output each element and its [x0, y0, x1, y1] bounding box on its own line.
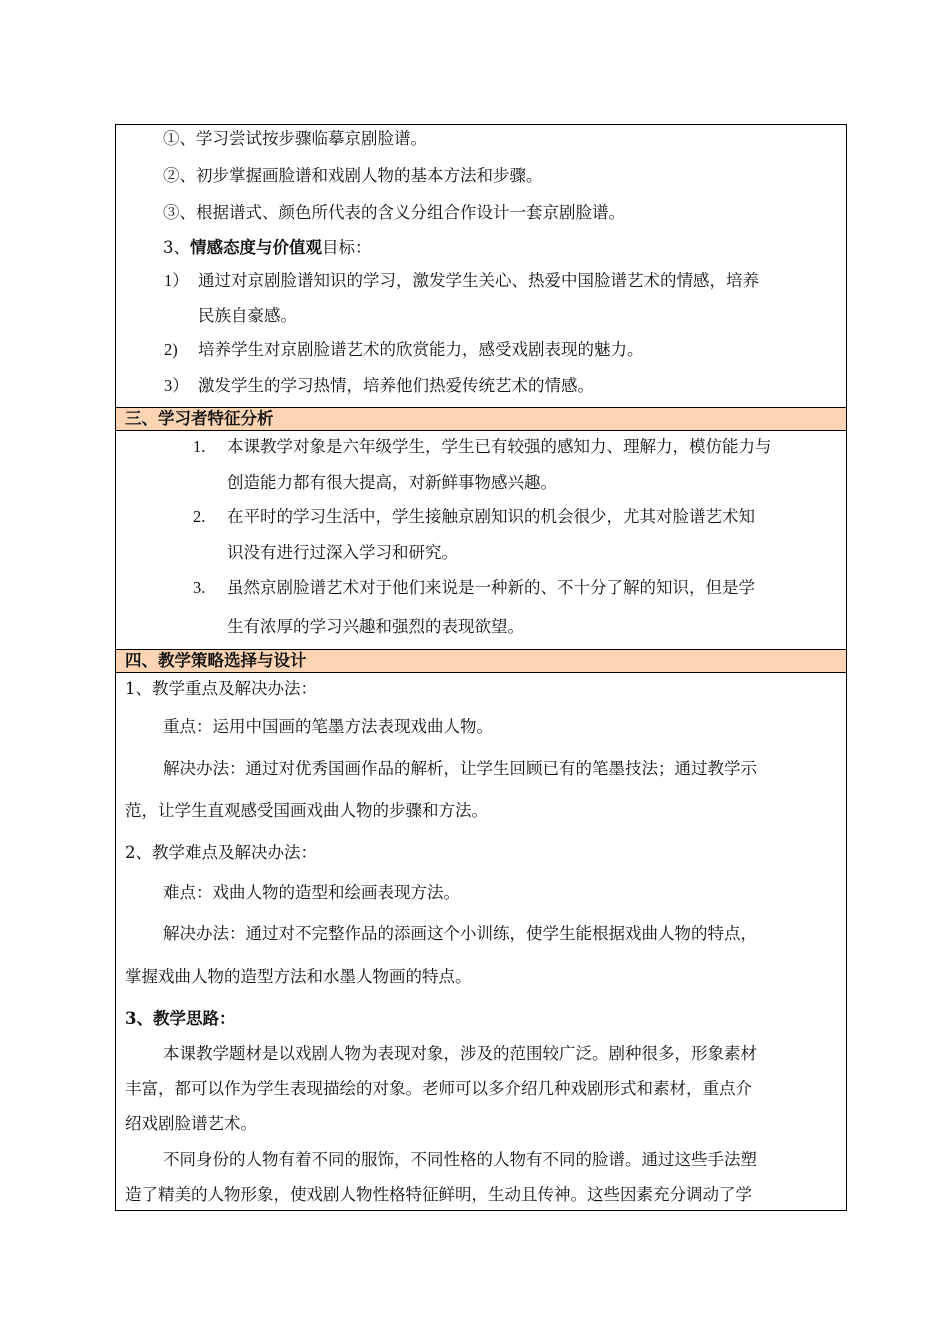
difficulty-solution-line-2: 掌握戏曲人物的造型方法和水墨人物画的特点。 [125, 967, 472, 986]
skill-item-1: ①、学习尝试按步骤临摹京剧脸谱。 [163, 129, 427, 148]
learner-item-2-line-2: 识没有进行过深入学习和研究。 [227, 543, 458, 562]
learner-marker-3: 3. [193, 578, 206, 597]
emotion-item-3: 激发学生的学习热情，培养他们热爱传统艺术的情感。 [198, 376, 594, 395]
emotion-heading: 3、情感态度与价值观目标： [163, 238, 372, 257]
key-solution-line-1: 解决办法：通过对优秀国画作品的解析，让学生回顾已有的笔墨技法；通过教学示 [163, 759, 757, 778]
key-point-text: 重点：运用中国画的笔墨方法表现戏曲人物。 [163, 717, 493, 736]
key-point-title: 1、教学重点及解决办法： [125, 679, 317, 698]
learner-marker-1: 1. [193, 437, 206, 456]
emotion-item-1-line-2: 民族自豪感。 [198, 306, 297, 325]
learner-item-3-line-1: 虽然京剧脸谱艺术对于他们来说是一种新的、不十分了解的知识，但是学 [227, 578, 755, 597]
section3-heading: 三、学习者特征分析 [125, 409, 274, 428]
idea-para1-line-1: 本课教学题材是以戏剧人物为表现对象，涉及的范围较广泛。剧种很多，形象素材 [163, 1044, 757, 1063]
idea-para2-line-2: 造了精美的人物形象，使戏剧人物性格特征鲜明，生动且传神。这些因素充分调动了学 [125, 1185, 752, 1204]
difficulty-title: 2、教学难点及解决办法： [125, 843, 317, 862]
learner-item-1-line-2: 创造能力都有很大提高，对新鲜事物感兴趣。 [227, 473, 557, 492]
section4-heading: 四、教学策略选择与设计 [125, 651, 307, 670]
learner-item-1-line-1: 本课教学对象是六年级学生，学生已有较强的感知力、理解力，模仿能力与 [227, 437, 772, 456]
document-table [115, 124, 847, 1211]
idea-para1-line-2: 丰富，都可以作为学生表现描绘的对象。老师可以多介绍几种戏剧形式和素材，重点介 [125, 1079, 752, 1098]
learner-marker-2: 2. [193, 507, 206, 526]
learner-item-2-line-1: 在平时的学习生活中，学生接触京剧知识的机会很少，尤其对脸谱艺术知 [227, 507, 755, 526]
emotion-item-1-line-1: 通过对京剧脸谱知识的学习，激发学生关心、热爱中国脸谱艺术的情感，培养 [198, 271, 759, 290]
emotion-item-2: 培养学生对京剧脸谱艺术的欣赏能力，感受戏剧表现的魅力。 [198, 340, 644, 359]
emotion-marker-1: 1） [164, 271, 189, 290]
skill-item-2: ②、初步掌握画脸谱和戏剧人物的基本方法和步骤。 [163, 166, 543, 185]
key-solution-line-2: 范，让学生直观感受国画戏曲人物的步骤和方法。 [125, 801, 488, 820]
skill-item-3: ③、根据谱式、颜色所代表的含义分组合作设计一套京剧脸谱。 [163, 203, 625, 222]
learner-item-3-line-2: 生有浓厚的学习兴趣和强烈的表现欲望。 [227, 617, 524, 636]
difficulty-solution-line-1: 解决办法：通过对不完整作品的添画这个小训练，使学生能根据戏曲人物的特点， [163, 924, 757, 943]
difficulty-text: 难点：戏曲人物的造型和绘画表现方法。 [163, 883, 460, 902]
emotion-marker-2: 2) [164, 340, 178, 359]
idea-para2-line-1: 不同身份的人物有着不同的服饰，不同性格的人物有不同的脸谱。通过这些手法塑 [163, 1150, 757, 1169]
teaching-idea-title: 3、教学思路： [125, 1009, 236, 1028]
idea-para1-line-3: 绍戏剧脸谱艺术。 [125, 1114, 257, 1133]
emotion-marker-3: 3） [164, 376, 189, 395]
